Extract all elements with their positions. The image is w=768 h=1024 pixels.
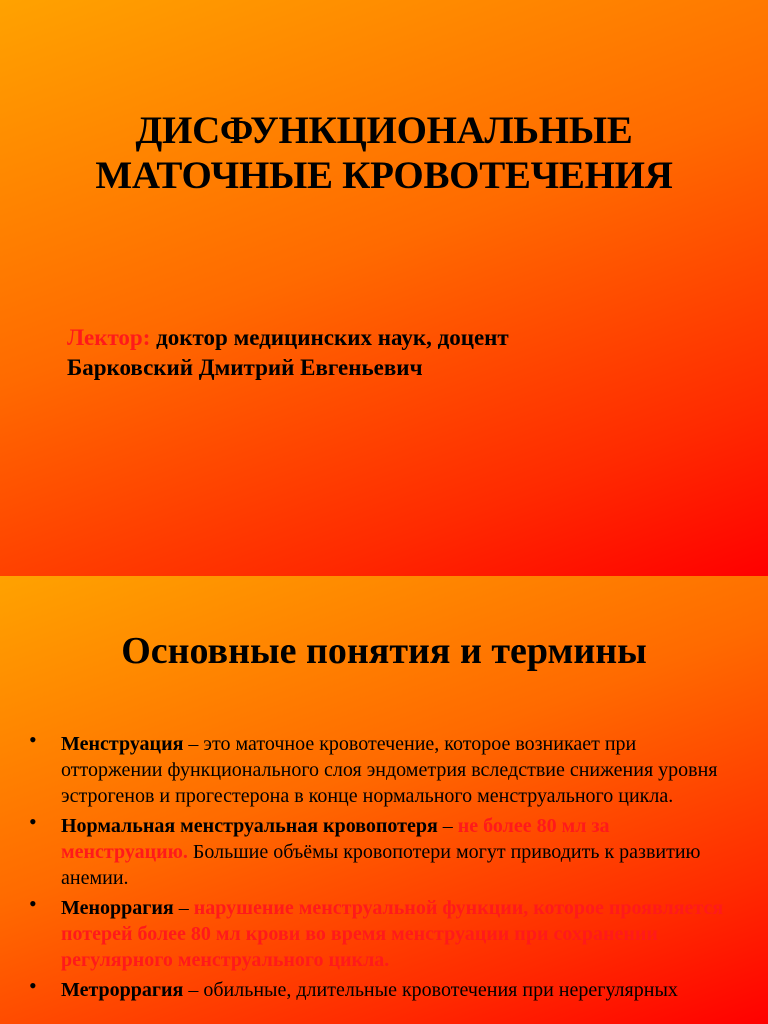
term-text: Большие объёмы кровопотери могут приводить к развитию анемии. bbox=[61, 841, 701, 889]
term-highlight: нарушение менструальной функции, которое проявляется потерей более 80 мл крови во время менструации при сохранении регулярного менструального цикла. bbox=[61, 897, 724, 971]
terms-slide bbox=[0, 576, 768, 1024]
list-item bbox=[0, 809, 768, 891]
term-highlight: не более 80 мл за менструацию. bbox=[61, 815, 610, 863]
bullet-icon: • bbox=[29, 973, 37, 998]
title-line-1: ДИСФУНКЦИОНАЛЬНЫЕ bbox=[135, 109, 633, 152]
list-item bbox=[0, 891, 768, 973]
bullet-icon: • bbox=[29, 891, 37, 916]
term: Менструация bbox=[61, 733, 184, 755]
bullet-icon: • bbox=[29, 727, 37, 752]
term-dash: – bbox=[183, 979, 204, 1001]
title-line-2: МАТОЧНЫЕ КРОВОТЕЧЕНИЯ bbox=[95, 154, 673, 197]
lector-degree: доктор медицинских наук, доцент bbox=[150, 325, 509, 350]
terms-list bbox=[0, 727, 768, 1007]
term-dash: – bbox=[173, 897, 194, 919]
list-item bbox=[0, 973, 768, 1003]
slide-title: Основные понятия и термины bbox=[121, 630, 647, 672]
term: Метроррагия bbox=[61, 979, 184, 1001]
lector-block bbox=[67, 323, 687, 383]
lector-name: Барковский Дмитрий Евгеньевич bbox=[67, 355, 423, 380]
term-dash: – bbox=[183, 733, 204, 755]
term: Нормальная менструальная кровопотеря bbox=[61, 815, 438, 837]
term-text: это маточное кровотечение, которое возникает при отторжении функционального слоя эндометрия вследствие снижения уровня эстрогенов и прогестерона в конце нормального менструального цикла. bbox=[61, 733, 718, 807]
bullet-icon: • bbox=[29, 809, 37, 834]
term-dash: – bbox=[437, 815, 458, 837]
term: Меноррагия bbox=[61, 897, 174, 919]
slide-title bbox=[0, 108, 768, 198]
term-text: обильные, длительные кровотечения при нерегулярных bbox=[203, 979, 678, 1001]
list-item bbox=[0, 727, 768, 809]
lector-label: Лектор: bbox=[67, 325, 151, 350]
